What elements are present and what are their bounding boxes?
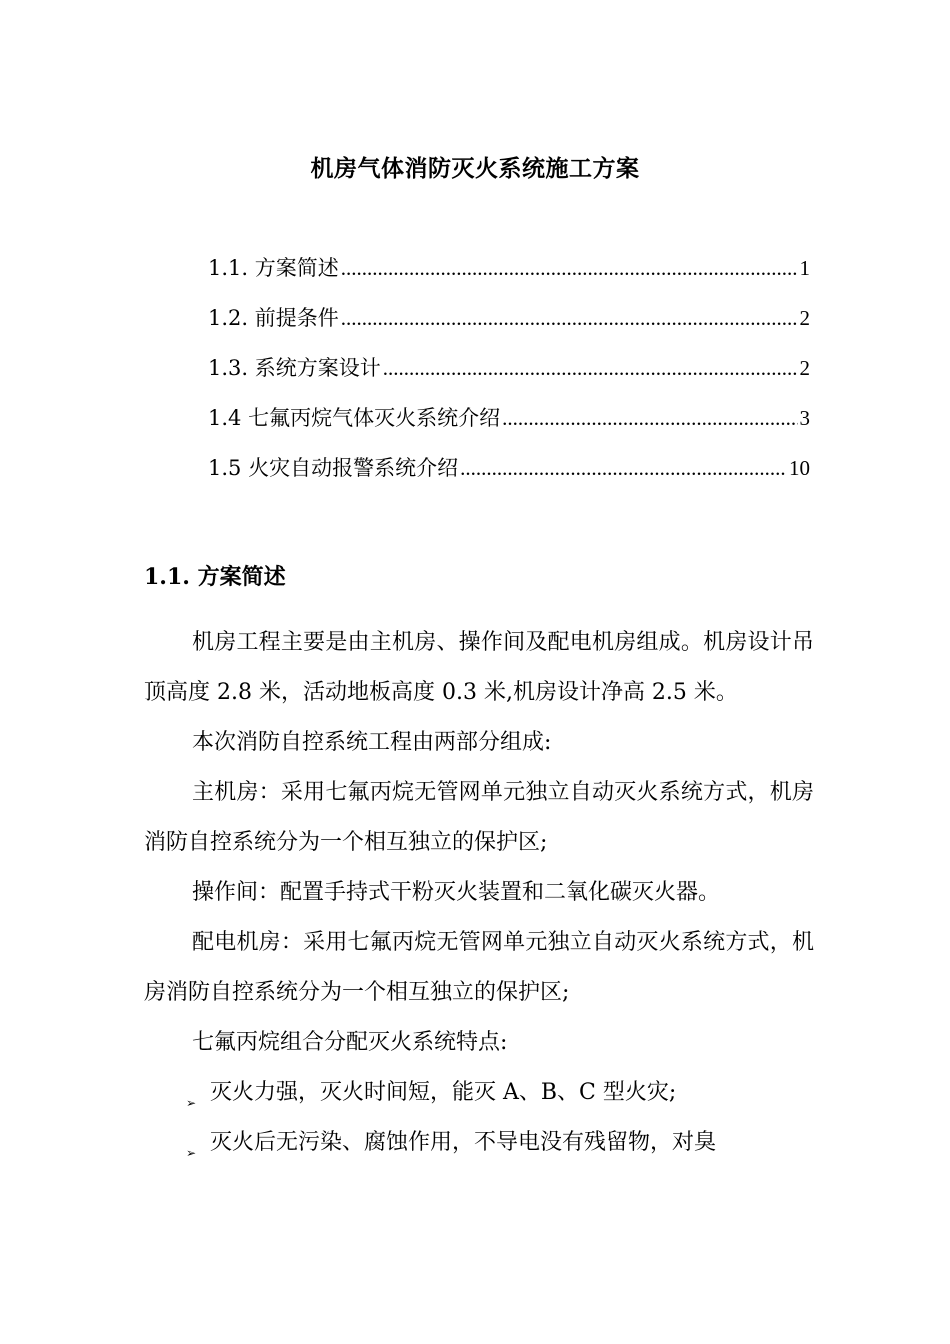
toc-entry-page: 1	[799, 256, 810, 280]
toc-entry-label: 1.1. 方案简述	[208, 256, 339, 280]
bullet-item	[144, 1118, 814, 1168]
toc-leader-dots	[383, 352, 798, 384]
arrowhead-bullet-icon: ➢	[186, 1146, 197, 1160]
section-heading: 1.1. 方案简述	[144, 564, 286, 590]
body-paragraph: 本次消防自控系统工程由两部分组成:	[192, 730, 552, 755]
bullet-item	[144, 1068, 814, 1118]
bullet-text: 灭火后无污染、腐蚀作用，不导电没有残留物，对臭	[210, 1130, 717, 1155]
toc-entry-label: 1.3. 系统方案设计	[208, 356, 381, 380]
body-paragraph: 操作间：配置手持式干粉灭火装置和二氧化碳灭火器。	[192, 880, 721, 905]
body-paragraph: 机房工程主要是由主机房、操作间及配电机房组成。机房设计吊顶高度 2.8 米，活动地板高度 0.3 米,机房设计净高 2.5 米。	[144, 630, 814, 705]
body-paragraph: 配电机房：采用七氟丙烷无管网单元独立自动灭火系统方式，机房消防自控系统分为一个相互独立的保护区;	[144, 930, 814, 1005]
toc-entry[interactable]	[208, 252, 810, 302]
toc-entry-page: 3	[799, 406, 810, 430]
toc-leader-dots	[341, 302, 798, 334]
toc-entry[interactable]	[208, 302, 810, 352]
toc-entry-label: 1.2. 前提条件	[208, 306, 339, 330]
bullet-text: 灭火力强，灭火时间短，能灭 A、B、C 型火灾;	[210, 1080, 677, 1105]
toc-entry-label: 1.5 火灾自动报警系统介绍	[208, 456, 459, 480]
toc-leader-dots	[502, 402, 797, 434]
arrowhead-bullet-icon: ➢	[186, 1096, 197, 1110]
toc-leader-dots	[341, 252, 798, 284]
toc-entry[interactable]	[208, 402, 810, 452]
toc-entry-page: 2	[799, 306, 810, 330]
toc-entry[interactable]	[208, 452, 810, 502]
section-body	[144, 618, 814, 1168]
body-paragraph: 主机房：采用七氟丙烷无管网单元独立自动灭火系统方式，机房消防自控系统分为一个相互独立的保护区;	[144, 780, 814, 855]
toc-leader-dots	[460, 452, 787, 484]
toc-entry[interactable]	[208, 352, 810, 402]
document-title: 机房气体消防灭火系统施工方案	[310, 155, 640, 182]
toc-entry-page: 10	[789, 456, 810, 480]
toc-entry-page: 2	[799, 356, 810, 380]
body-paragraph: 七氟丙烷组合分配灭火系统特点:	[192, 1030, 508, 1055]
table-of-contents	[208, 252, 810, 502]
toc-entry-label: 1.4 七氟丙烷气体灭火系统介绍	[208, 406, 501, 430]
